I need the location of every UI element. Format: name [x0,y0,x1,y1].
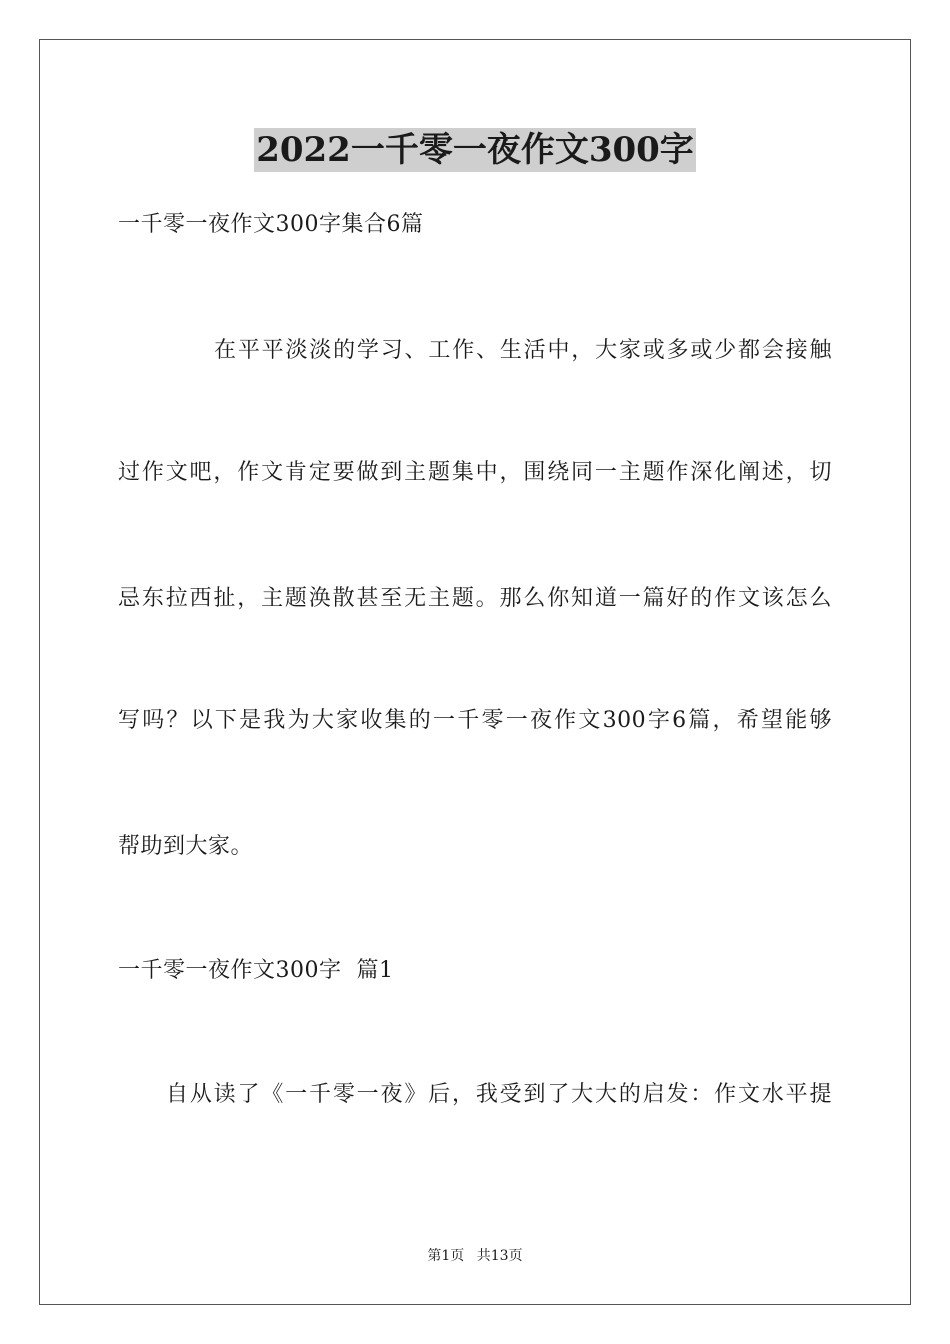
section-first-line: 自从读了《一千零一夜》后，我受到了大大的启发：作文水平提 [166,1082,832,1107]
page-number: 第1页 [427,1248,465,1264]
intro-line-4: 写吗？以下是我为大家收集的一千零一夜作文300字6篇，希望能够 [118,708,832,733]
section-heading: 一千零一夜作文300字 篇1 [118,958,394,983]
intro-line-1: 在平平淡淡的学习、工作、生活中，大家或多或少都会接触 [214,338,832,363]
intro-line-5: 帮助到大家。 [118,834,254,859]
intro-line-2: 过作文吧，作文肯定要做到主题集中，围绕同一主题作深化阐述，切 [118,460,832,485]
page-footer [0,1246,950,1266]
page-total: 共13页 [476,1248,523,1264]
document-subtitle: 一千零一夜作文300字集合6篇 [118,212,424,237]
intro-line-3: 忌东拉西扯，主题涣散甚至无主题。那么你知道一篇好的作文该怎么 [118,586,832,611]
document-title-block [0,128,950,172]
document-title: 2022一千零一夜作文300字 [256,130,694,170]
